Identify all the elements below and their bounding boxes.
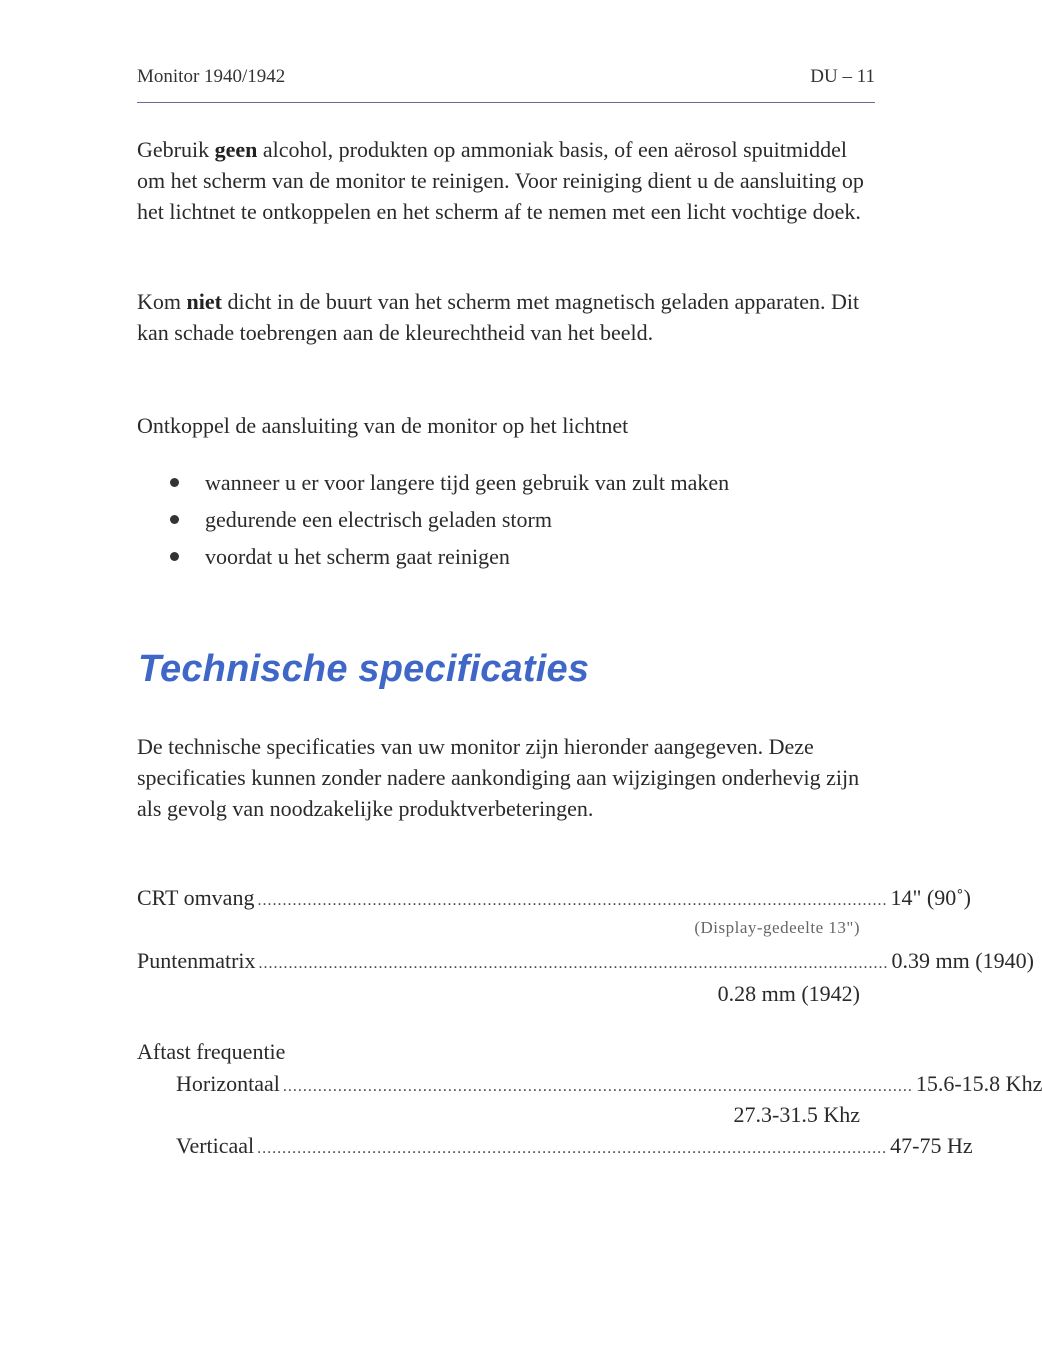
leader-dots: .............................................................................................................................. <box>257 1140 888 1157</box>
list-item-text: wanneer u er voor langere tijd geen gebruik van zult maken <box>205 470 730 495</box>
emphasis-text: geen <box>214 137 258 162</box>
spec-label: CRT omvang <box>137 885 255 910</box>
spec-value: 0.39 mm (1940) <box>891 948 1034 973</box>
page-header <box>137 66 875 88</box>
leader-dots: .............................................................................................................................. <box>257 892 888 909</box>
spec-value: 47-75 Hz <box>890 1133 973 1158</box>
list-item <box>170 464 729 501</box>
emphasis-text: niet <box>186 289 222 314</box>
bullet-icon <box>170 478 179 487</box>
paragraph-cleaning <box>137 134 867 227</box>
list-item <box>170 501 729 538</box>
leader-dots: .............................................................................................................................. <box>258 955 889 972</box>
paragraph-text: dicht in de buurt van het scherm met magnetisch geladen apparaten. Dit kan schade toebrengen aan de kleurechtheid van het beeld. <box>137 289 860 345</box>
spec-label: Verticaal <box>176 1133 255 1158</box>
section-intro: De technische specificaties van uw monitor zijn hieronder aangegeven. Deze specificaties kunnen zonder nadere aankondiging aan wijzigingen onderhevig zijn als gevolg van noodzakelijke produktverbeteringen. <box>137 734 860 821</box>
spec-row-crt <box>137 883 971 916</box>
list-item <box>170 538 729 575</box>
paragraph-magnetic <box>137 286 867 348</box>
header-rule <box>137 102 875 103</box>
list-item-text: gedurende een electrisch geladen storm <box>205 507 552 532</box>
spec-row-vertical <box>176 1131 973 1164</box>
spec-value-secondary: 27.3-31.5 Khz <box>733 1102 860 1127</box>
leader-dots: .............................................................................................................................. <box>282 1078 913 1095</box>
bullet-icon <box>170 552 179 561</box>
spec-row-dot-pitch <box>137 946 1034 979</box>
spec-note: (Display-gedeelte 13") <box>694 918 860 937</box>
bullet-list <box>170 464 729 575</box>
header-title: Monitor 1940/1942 <box>137 66 286 87</box>
section-heading: Technische specificaties <box>138 648 590 690</box>
page-number: DU – 11 <box>810 66 875 87</box>
paragraph-disconnect: Ontkoppel de aansluiting van de monitor op het lichtnet <box>137 413 629 438</box>
spec-group-label: Aftast frequentie <box>137 1039 286 1064</box>
spec-value: 14" (90˚) <box>890 885 971 910</box>
spec-value-secondary: 0.28 mm (1942) <box>717 981 860 1006</box>
bullet-icon <box>170 515 179 524</box>
spec-value: 15.6-15.8 Khz <box>915 1071 1042 1096</box>
list-item-text: voordat u het scherm gaat reinigen <box>205 544 510 569</box>
spec-row-horizontal <box>176 1069 1042 1102</box>
paragraph-text: Kom <box>137 289 187 314</box>
spec-label: Puntenmatrix <box>137 948 256 973</box>
paragraph-text: Gebruik <box>137 137 215 162</box>
spec-label: Horizontaal <box>176 1071 280 1096</box>
paragraph-text: alcohol, produkten op ammoniak basis, of een aërosol spuitmiddel om het scherm van de monitor te reinigen. Voor reiniging dient u de aansluiting op het lichtnet te ontkoppelen en het scherm af te nemen met een licht vochtige doek. <box>137 137 864 224</box>
